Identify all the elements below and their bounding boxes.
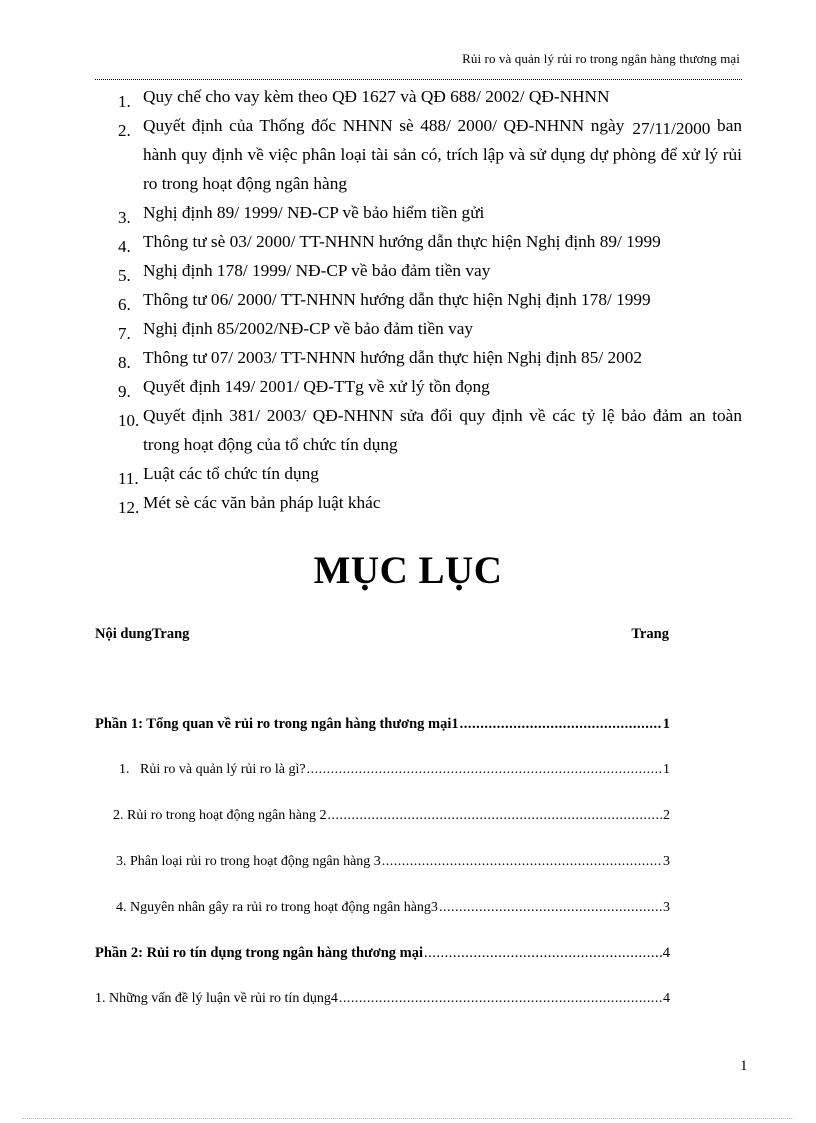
list-item: [95, 198, 742, 227]
item-text: Thông tư 07/ 2003/ TT-NHNN hướng dẫn thực hiện Nghị định 85/ 2002: [143, 348, 643, 367]
toc-column-header: [95, 626, 669, 643]
dot-leader: [327, 808, 662, 824]
item-number: 8.: [118, 353, 131, 372]
list-item: [95, 401, 742, 459]
toc-entry-page: 3: [663, 900, 670, 915]
item-date: 27/11/2000: [632, 119, 711, 138]
dot-leader: [460, 716, 662, 733]
list-item: [95, 227, 742, 256]
dot-leader: [424, 945, 662, 962]
item-text: Thông tư 06/ 2000/ TT-NHNN hướng dẫn thực hiện Nghị định 178/ 1999: [143, 290, 651, 309]
item-number: 5.: [118, 266, 131, 285]
dot-leader: [439, 900, 662, 916]
item-number: 10.: [118, 411, 140, 430]
item-number: 3.: [118, 208, 131, 227]
item-text: Nghị định 85/2002/NĐ-CP về bảo đảm tiền vay: [143, 319, 474, 338]
item-number: 7.: [118, 324, 131, 343]
dot-leader: [339, 991, 662, 1007]
toc-entry-label: 3. Phân loại rủi ro trong hoạt động ngân hàng 3: [116, 854, 381, 869]
list-item: [95, 372, 742, 401]
toc-entry[interactable]: [95, 900, 670, 920]
list-item: [95, 488, 742, 517]
toc-entry-page: 1: [662, 716, 670, 732]
toc-entry-label: 2. Rủi ro trong hoạt động ngân hàng 2: [113, 808, 327, 823]
item-text: Luật các tổ chức tín dụng: [143, 464, 319, 483]
toc-entry[interactable]: [95, 762, 670, 782]
item-number: 11.: [118, 469, 139, 488]
list-item: [95, 459, 742, 488]
toc-title: MỤC LỤC: [313, 549, 503, 592]
item-text: Thông tư sè 03/ 2000/ TT-NHNN hướng dẫn thực hiện Nghị định 89/ 1999: [143, 232, 661, 251]
toc-entry[interactable]: [95, 808, 670, 828]
toc-entry-part-1[interactable]: [95, 716, 670, 736]
item-text: Nghị định 89/ 1999/ NĐ-CP về bảo hiểm tiền gửi: [143, 203, 485, 222]
toc-entry-label: 1. Những vấn đề lý luận về rủi ro tín dụng4: [95, 991, 338, 1006]
item-number: 9.: [118, 382, 131, 401]
item-text-continued: ban hành quy định về việc phân loại tài sản có, trích lập và sử dụng dự phòng để xử lý rủi ro trong hoạt động ngân hàng: [143, 116, 742, 193]
references-list: [95, 82, 742, 517]
toc-entry-label: Phần 2: Rủi ro tín dụng trong ngân hàng thương mại: [95, 945, 424, 961]
item-number: 4.: [118, 237, 131, 256]
toc-entry-part-2[interactable]: [95, 945, 670, 965]
toc-entry-page: 4: [663, 991, 670, 1006]
toc-entry-label: Phần 1: Tổng quan về rủi ro trong ngân hàng thương mại1: [95, 716, 459, 732]
item-text: Quyết định của Thống đốc NHNN sè 488/ 2000/ QĐ-NHNN ngày: [143, 116, 625, 135]
toc-entry[interactable]: [95, 991, 670, 1011]
page-number: 1: [740, 1058, 748, 1074]
list-item: [95, 343, 742, 372]
item-text: Quyết định 381/ 2003/ QĐ-NHNN sửa đổi quy định về các tỷ lệ bảo đảm an toàn trong hoạt động của tổ chức tín dụng: [143, 406, 742, 454]
list-item: [95, 82, 742, 111]
list-item: [95, 111, 742, 198]
dot-leader: [382, 854, 662, 870]
item-text: Mét sè các văn bản pháp luật khác: [143, 493, 381, 512]
toc-column-right: Trang: [631, 626, 669, 642]
item-text: Nghị định 178/ 1999/ NĐ-CP về bảo đảm tiền vay: [143, 261, 491, 280]
toc-column-left: Nội dungTrang: [95, 626, 190, 642]
list-item: [95, 256, 742, 285]
list-item: [95, 285, 742, 314]
toc-entry-label: 4. Nguyên nhân gây ra rủi ro trong hoạt động ngân hàng3: [116, 900, 438, 915]
item-number: 2.: [118, 121, 131, 140]
item-number: 1.: [118, 92, 131, 111]
header-divider: [95, 79, 742, 80]
item-text: Quyết định 149/ 2001/ QĐ-TTg về xử lý tồn đọng: [143, 377, 490, 396]
toc-entry-page: 2: [663, 808, 670, 823]
toc-entry[interactable]: [95, 854, 670, 874]
header-title: Rủi ro và quản lý rủi ro trong ngân hàng thương mại: [462, 51, 740, 66]
toc-entry-label: 1. Rủi ro và quản lý rủi ro là gì?: [119, 762, 306, 777]
toc-entry-page: 1: [663, 762, 670, 777]
item-number: 12.: [118, 498, 140, 517]
toc-entry-page: 3: [663, 854, 670, 869]
toc-entry-page: 4: [662, 945, 670, 961]
dot-leader: [307, 762, 662, 778]
item-number: 6.: [118, 295, 131, 314]
list-item: [95, 314, 742, 343]
page-bottom-border: [22, 1118, 794, 1119]
item-text: Quy chế cho vay kèm theo QĐ 1627 và QĐ 688/ 2002/ QĐ-NHNN: [143, 87, 610, 106]
